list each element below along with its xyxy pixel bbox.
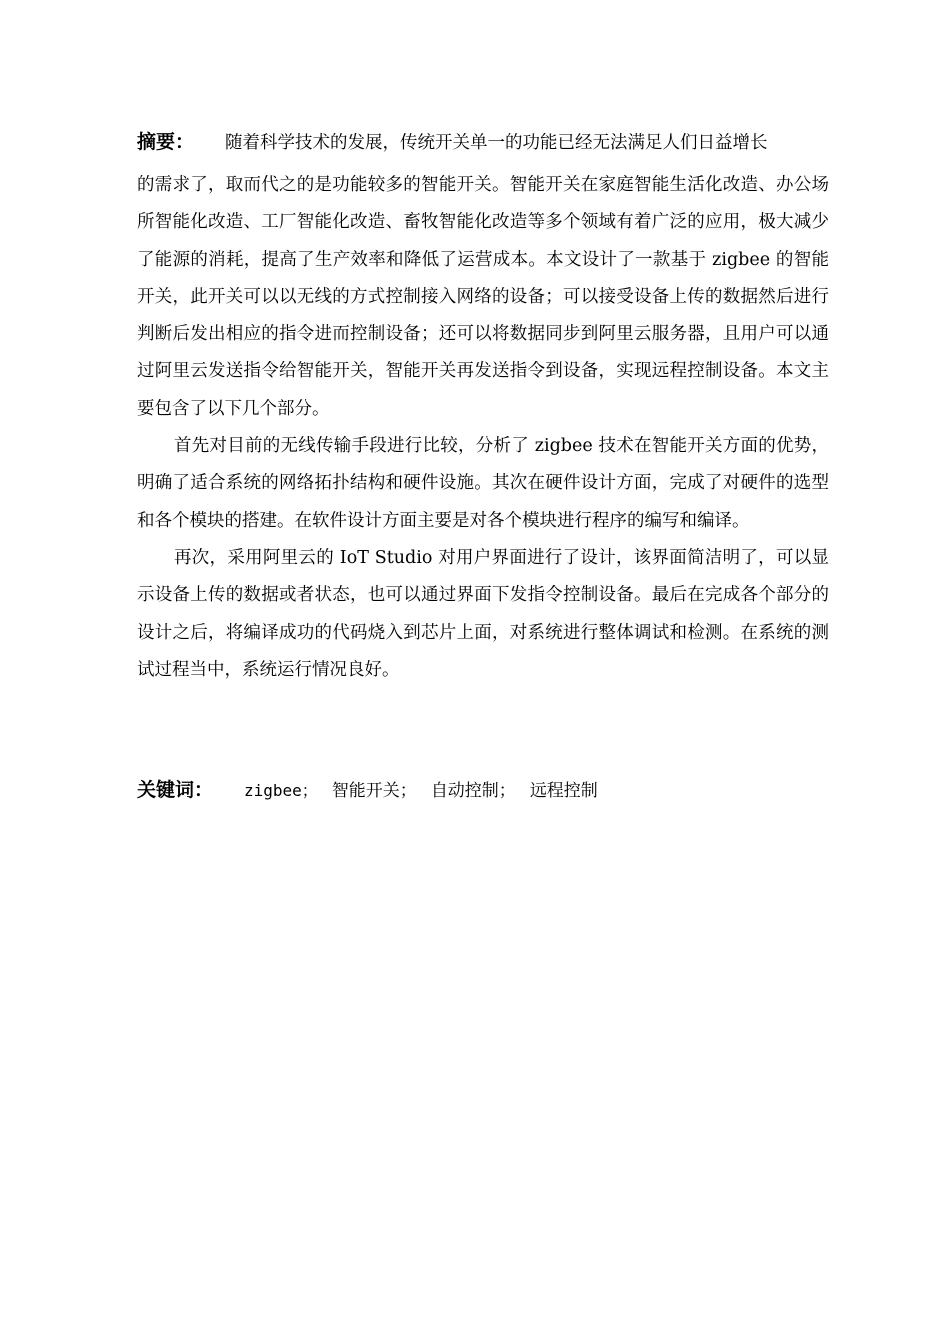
keywords-line [137, 772, 612, 808]
keyword-item: 远程控制 [529, 781, 598, 801]
keyword-item: 自动控制； [430, 781, 516, 801]
keyword-item: zigbee； [244, 781, 318, 800]
abstract-section [137, 124, 829, 689]
abstract-heading: 摘要： [137, 131, 195, 153]
abstract-paragraph-2: 首先对目前的无线传输手段进行比较，分析了 zigbee 技术在智能开关方面的优势，明确了适合系统的网络拓扑结构和硬件设施。其次在硬件设计方面，完成了对硬件的选型和各个模块的搭建。在软件设计方面主要是对各个模块进行程序的编写和编译。 [137, 436, 829, 531]
abstract-paragraph-3: 再次，采用阿里云的 IoT Studio 对用户界面进行了设计，该界面简洁明了，可以显示设备上传的数据或者状态，也可以通过界面下发指令控制设备。最后在完成各个部分的设计之后，将编译成功的代码烧入到芯片上面，对系统进行整体调试和检测。在系统的测试过程当中，系统运行情况良好。 [137, 547, 829, 680]
abstract-first-line [137, 124, 829, 160]
abstract-first-line-text: 随着科学技术的发展，传统开关单一的功能已经无法满足人们日益增长 [225, 133, 768, 153]
abstract-paragraph-1: 的需求了，取而代之的是功能较多的智能开关。智能开关在家庭智能生活化改造、办公场所智能化改造、工厂智能化改造、畜牧智能化改造等多个领域有着广泛的应用，极大减少了能源的消耗，提高了生产效率和降低了运营成本。本文设计了一款基于 zigbee 的智能开关，此开关可以以无线的方式控制接入网络的设备；可以接受设备上传的数据然后进行判断后发出相应的指令进而控制设备；还可以将数据同步到阿里云服务器，且用户可以通过阿里云发送指令给智能开关，智能开关再发送指令到设备，实现远程控制设备。本文主要包含了以下几个部分。 [137, 175, 829, 419]
keywords-heading: 关键词： [137, 779, 214, 801]
keyword-item: 智能开关； [331, 781, 417, 801]
